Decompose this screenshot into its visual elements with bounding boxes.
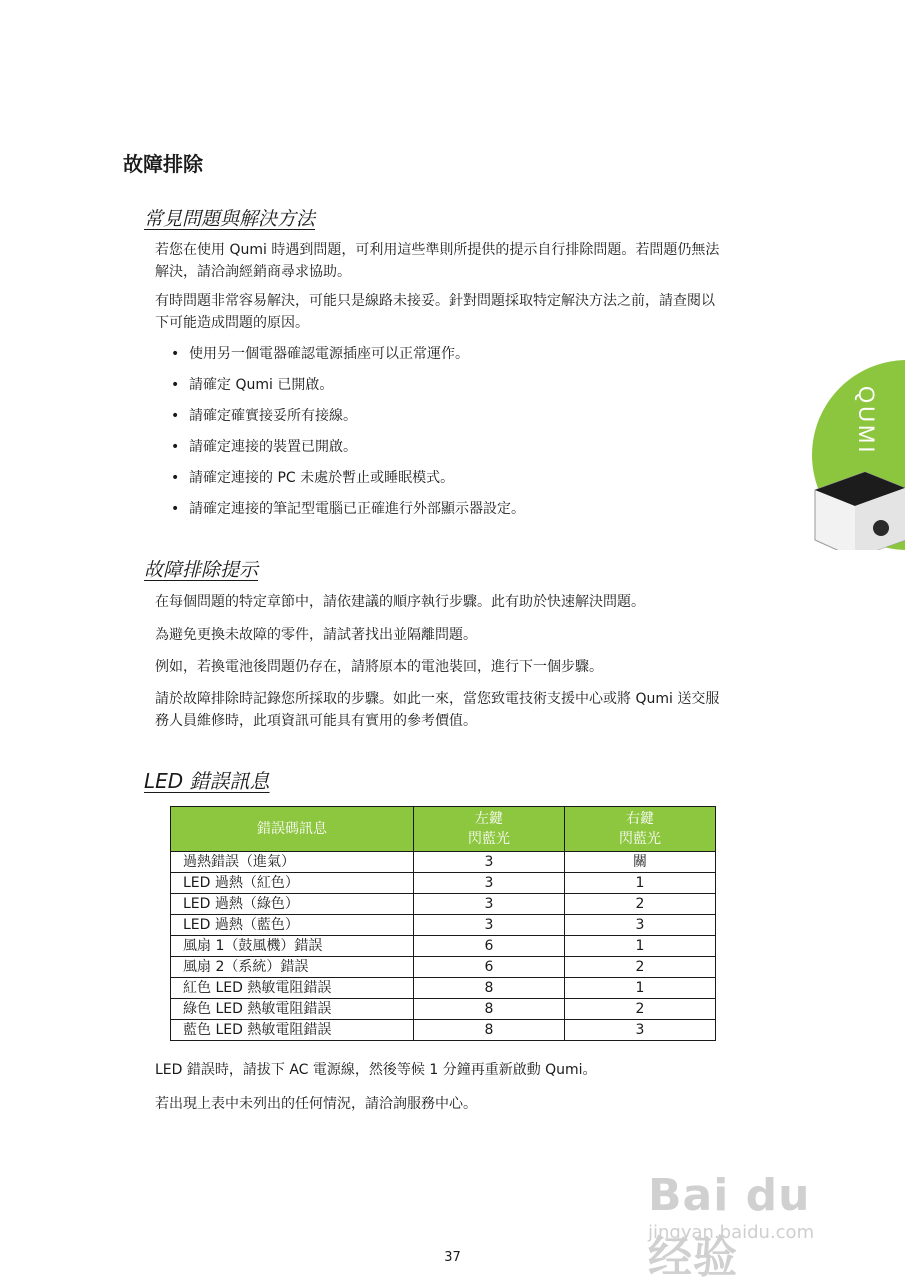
cell-left: 3 — [414, 894, 565, 915]
tips-paragraph-2: 為避免更換未故障的零件，請試著找出並隔離問題。 — [155, 627, 477, 643]
cell-right: 1 — [565, 873, 716, 894]
cell-left: 8 — [414, 1020, 565, 1041]
watermark-url: jingyan.baidu.com — [648, 1222, 815, 1243]
cell-right: 1 — [565, 978, 716, 999]
table-row — [171, 894, 716, 915]
cell-right: 3 — [565, 915, 716, 936]
page-title: 故障排除 — [123, 152, 203, 176]
cell-error: LED 過熱（紅色） — [171, 873, 414, 894]
table-row — [171, 978, 716, 999]
list-item: • 請確定連接的裝置已開啟。 — [171, 435, 525, 466]
table-row — [171, 1020, 716, 1041]
watermark-logo-text: Bai du 经验 — [648, 1170, 811, 1283]
led-note-1: LED 錯誤時，請拔下 AC 電源線，然後等候 1 分鐘再重新啟動 Qumi。 — [155, 1062, 597, 1078]
faq-p1-line1: 若您在使用 Qumi 時遇到問題，可利用這些準則所提供的提示自行排除問題。若問題仍無法 — [155, 242, 720, 258]
col-header-right-line1: 右鍵 — [626, 811, 654, 827]
cell-left: 8 — [414, 999, 565, 1020]
col-header-left — [414, 807, 565, 852]
led-error-table — [170, 806, 716, 1041]
tips-p4-line2: 務人員維修時，此項資訊可能具有實用的參考價值。 — [155, 713, 477, 729]
cell-error: LED 過熱（綠色） — [171, 894, 414, 915]
cell-error: LED 過熱（藍色） — [171, 915, 414, 936]
list-item: • 請確定 Qumi 已開啟。 — [171, 373, 525, 404]
cell-left: 6 — [414, 957, 565, 978]
cell-right: 1 — [565, 936, 716, 957]
col-header-left-line2: 閃藍光 — [468, 831, 510, 847]
cell-left: 3 — [414, 852, 565, 873]
logo-text: QUMI — [854, 386, 879, 456]
list-item: • 使用另一個電器確認電源插座可以正常運作。 — [171, 342, 525, 373]
table-row — [171, 936, 716, 957]
tips-p4-line1: 請於故障排除時記錄您所採取的步驟。如此一來，當您致電技術支援中心或將 Qumi 送交服 — [155, 691, 720, 707]
cell-error: 風扇 1（鼓風機）錯誤 — [171, 936, 414, 957]
table-row — [171, 999, 716, 1020]
tips-paragraph-4 — [155, 688, 770, 732]
faq-paragraph-1 — [155, 239, 770, 283]
cell-error: 紅色 LED 熱敏電阻錯誤 — [171, 978, 414, 999]
led-note-2: 若出現上表中未列出的任何情況，請洽詢服務中心。 — [155, 1096, 477, 1112]
cell-right: 2 — [565, 957, 716, 978]
cell-right: 3 — [565, 1020, 716, 1041]
page-number: 37 — [444, 1250, 461, 1265]
tips-paragraph-1: 在每個問題的特定章節中，請依建議的順序執行步驟。此有助於快速解決問題。 — [155, 594, 645, 610]
col-header-left-line1: 左鍵 — [475, 811, 503, 827]
qumi-logo — [795, 360, 905, 550]
list-item: • 請確定連接的 PC 未處於暫止或睡眠模式。 — [171, 466, 525, 497]
col-header-right-line2: 閃藍光 — [619, 831, 661, 847]
cell-right: 2 — [565, 894, 716, 915]
list-item: • 請確定確實接妥所有接線。 — [171, 404, 525, 435]
cell-right: 2 — [565, 999, 716, 1020]
baidu-watermark — [640, 1140, 870, 1283]
cell-left: 3 — [414, 873, 565, 894]
faq-p2-line1: 有時問題非常容易解決，可能只是線路未接妥。針對問題採取特定解決方法之前，請查閱以 — [155, 293, 715, 309]
list-item: • 請確定連接的筆記型電腦已正確進行外部顯示器設定。 — [171, 497, 525, 528]
cell-left: 3 — [414, 915, 565, 936]
faq-p1-line2: 解決，請洽詢經銷商尋求協助。 — [155, 264, 351, 280]
cell-error: 風扇 2（系統）錯誤 — [171, 957, 414, 978]
col-header-error: 錯誤碼訊息 — [171, 807, 414, 852]
cell-error: 過熱錯誤（進氣） — [171, 852, 414, 873]
cell-right: 關 — [565, 852, 716, 873]
table-row — [171, 915, 716, 936]
section-heading-faq: 常見問題與解決方法 — [144, 208, 316, 230]
checklist — [171, 342, 525, 528]
col-header-right — [565, 807, 716, 852]
cell-left: 6 — [414, 936, 565, 957]
section-heading-tips: 故障排除提示 — [144, 559, 259, 581]
cell-error: 藍色 LED 熱敏電阻錯誤 — [171, 1020, 414, 1041]
tips-paragraph-3: 例如，若換電池後問題仍存在，請將原本的電池裝回，進行下一個步驟。 — [155, 659, 603, 675]
section-heading-led: LED 錯誤訊息 — [144, 769, 270, 793]
faq-paragraph-2 — [155, 290, 770, 334]
cell-error: 綠色 LED 熱敏電阻錯誤 — [171, 999, 414, 1020]
table-row — [171, 873, 716, 894]
table-header-row — [171, 807, 716, 852]
table-row — [171, 957, 716, 978]
faq-p2-line2: 下可能造成問題的原因。 — [155, 315, 309, 331]
table-row — [171, 852, 716, 873]
cell-left: 8 — [414, 978, 565, 999]
